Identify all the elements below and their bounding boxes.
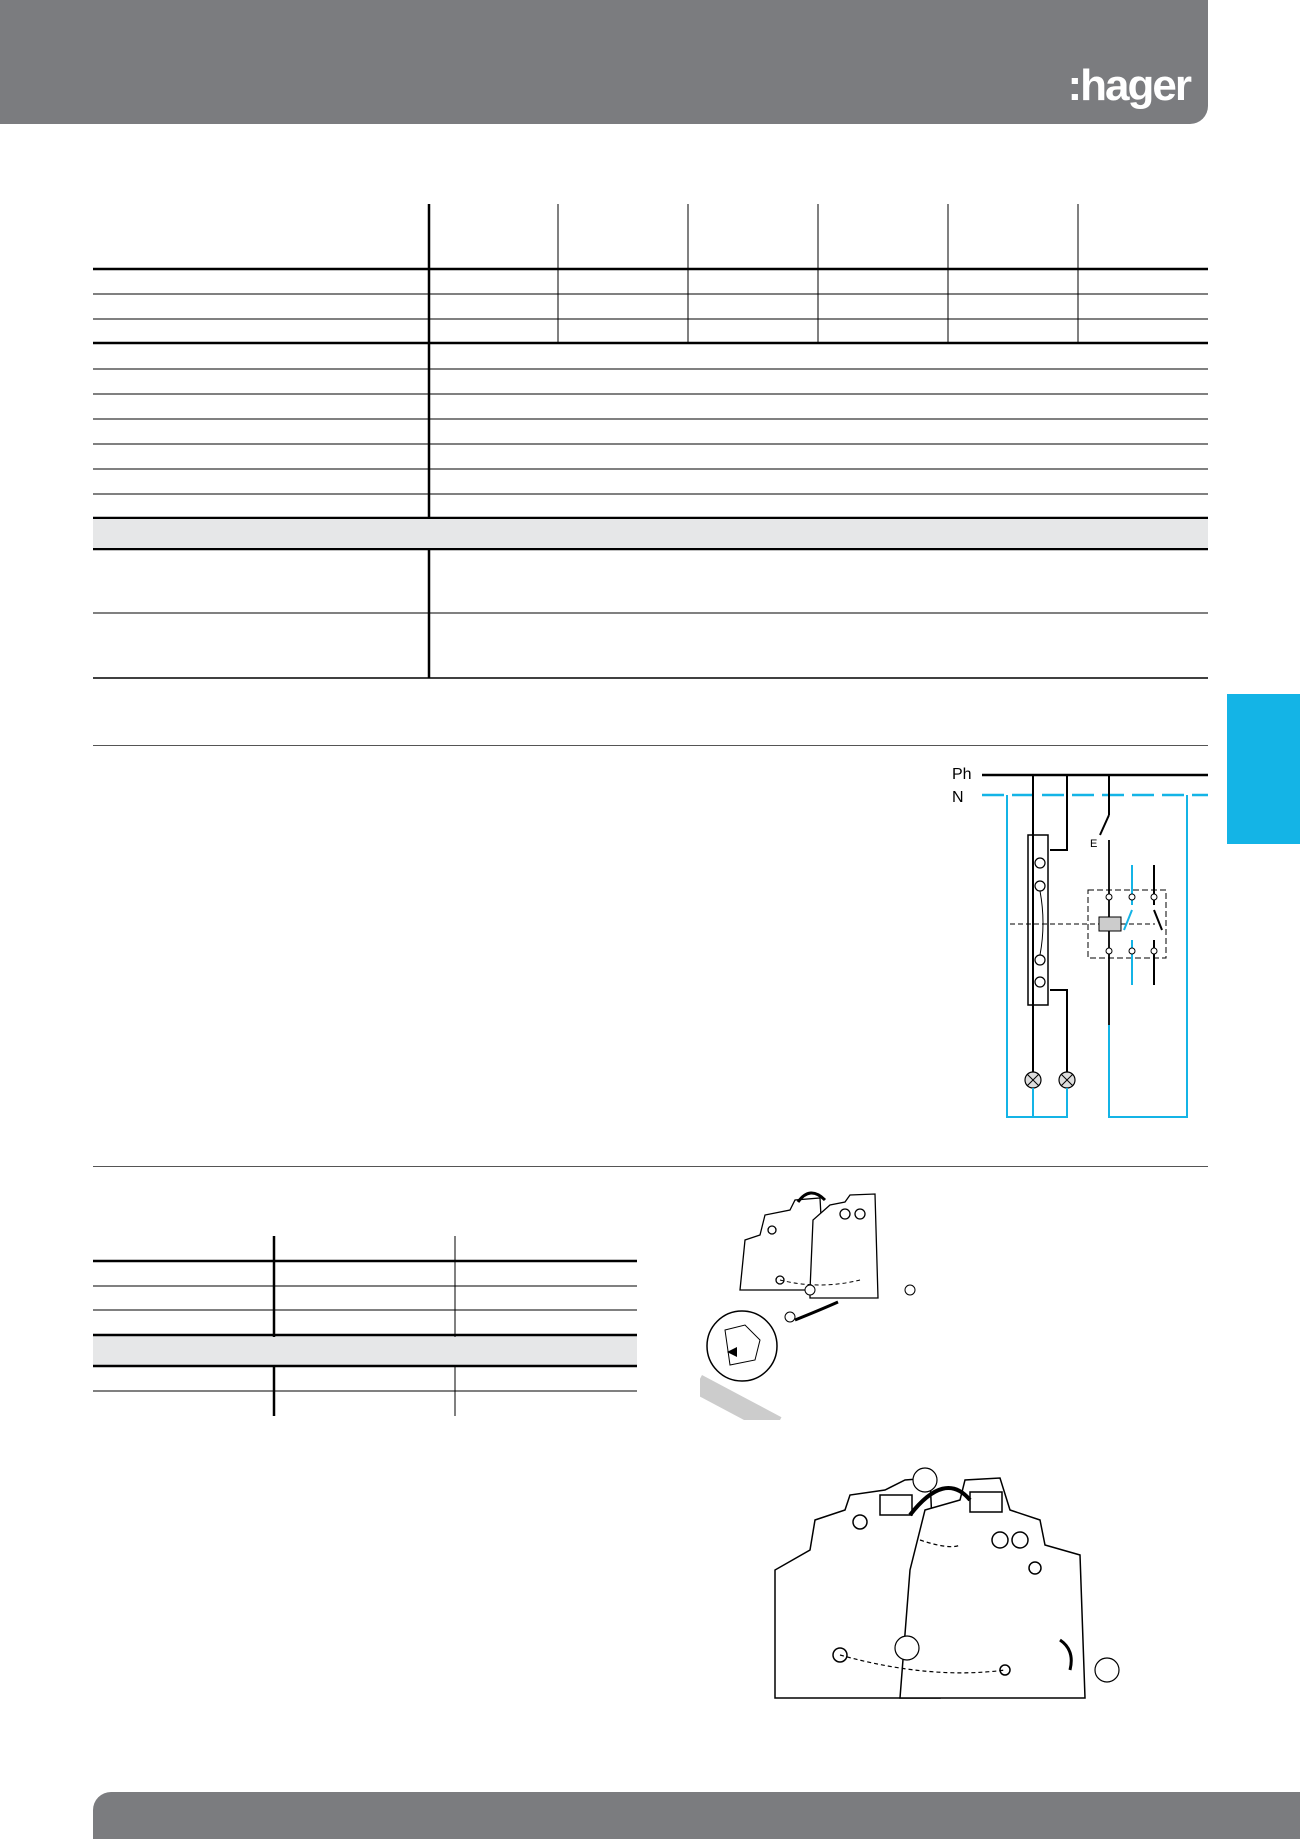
section-divider — [93, 745, 1208, 746]
table-group-row — [93, 1336, 637, 1366]
section-divider — [93, 1166, 1208, 1167]
table-group-row — [93, 519, 1208, 548]
phase-label: Ph — [952, 766, 972, 783]
secondary-table — [0, 1230, 650, 1420]
spec-table — [0, 0, 1300, 700]
footer-bar — [93, 1792, 1300, 1839]
assembly-illustration-large — [760, 1460, 1140, 1700]
hager-logo: :hager — [1067, 61, 1190, 110]
wiring-diagram — [940, 755, 1210, 1135]
section-tab[interactable] — [1227, 694, 1300, 844]
assembly-illustration-small — [700, 1180, 930, 1420]
switch-label: E — [1090, 838, 1098, 850]
neutral-label: N — [952, 789, 964, 806]
